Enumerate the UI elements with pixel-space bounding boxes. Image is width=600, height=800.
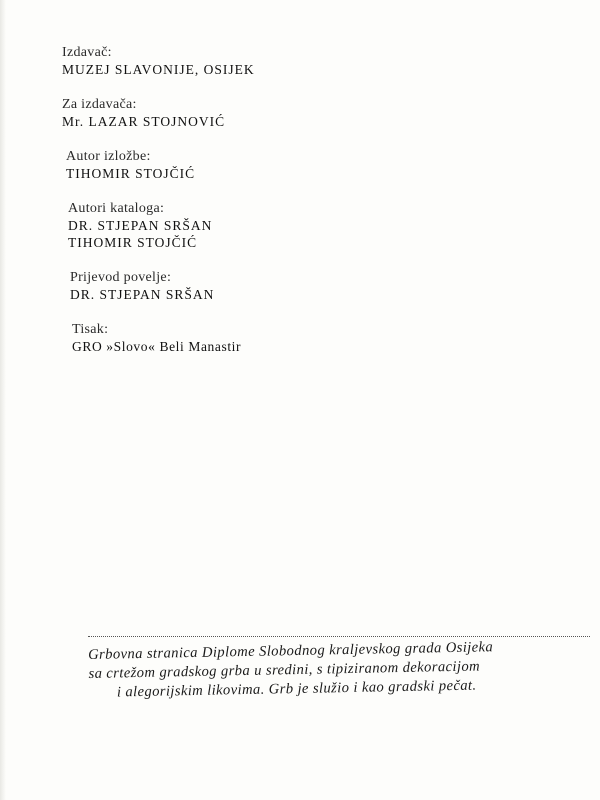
caption-line: sa crtežom gradskog grba u sredini, s tipiziranom dekoracijom (88, 658, 481, 682)
credit-role: Izdavač: (62, 45, 112, 60)
credit-printing (72, 321, 402, 355)
credit-catalog-authors (68, 200, 402, 251)
credit-name: TIHOMIR STOJČIĆ (68, 235, 198, 250)
credits-list (62, 44, 402, 373)
credit-role: Autori kataloga: (68, 201, 165, 216)
credit-role: Tisak: (72, 322, 109, 337)
caption-line: i alegorijskim likovima. Grb je služio i kao gradski pečat. (116, 677, 477, 701)
page-edge-shadow (0, 0, 6, 800)
figure-caption (88, 636, 594, 703)
credit-for-publisher (62, 96, 402, 130)
credit-role: Autor izložbe: (66, 149, 151, 164)
credit-translation (70, 269, 402, 303)
caption-line: Grbovna stranica Diplome Slobodnog kraljevskog grada Osijeka (88, 639, 494, 663)
credit-name: TIHOMIR STOJČIĆ (66, 166, 196, 181)
credit-role: Prijevod povelje: (70, 270, 172, 285)
credit-name: DR. STJEPAN SRŠAN (70, 287, 215, 302)
credit-name: GRO »Slovo« Beli Manastir (72, 339, 242, 354)
credit-publisher (62, 44, 402, 78)
credit-name: MUZEJ SLAVONIJE, OSIJEK (62, 62, 255, 77)
credit-exhibition-author (66, 148, 402, 182)
credit-role: Za izdavača: (62, 97, 137, 112)
credit-name: DR. STJEPAN SRŠAN (68, 218, 213, 233)
credit-name: Mr. LAZAR STOJNOVIĆ (62, 114, 226, 129)
